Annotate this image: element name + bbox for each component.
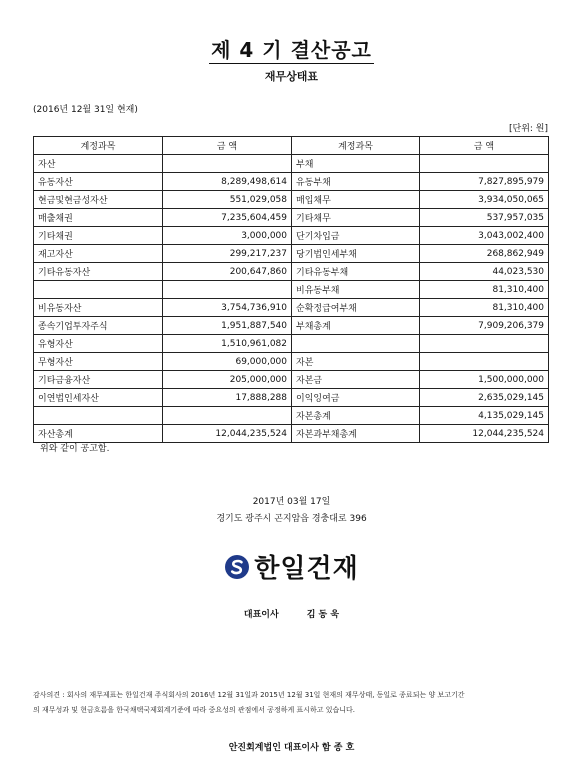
company-s-logo-icon xyxy=(224,554,250,580)
asset-amount-cell xyxy=(163,155,292,173)
announcement-title: 제 4 기 결산공고 xyxy=(211,38,372,62)
table-row xyxy=(34,353,549,371)
liability-amount-cell: 44,023,530 xyxy=(420,263,549,281)
statement-subtitle: 재무상태표 xyxy=(264,70,319,83)
table-body xyxy=(34,155,549,443)
liability-amount-cell: 268,862,949 xyxy=(420,245,549,263)
asset-account-cell: 무형자산 xyxy=(34,353,163,371)
table-row xyxy=(34,245,549,263)
liability-amount-cell: 1,500,000,000 xyxy=(420,371,549,389)
asset-account-cell: 매출채권 xyxy=(34,209,163,227)
table-row xyxy=(34,155,549,173)
representative-line xyxy=(0,607,583,620)
asset-amount-cell: 205,000,000 xyxy=(163,371,292,389)
asset-amount-cell xyxy=(163,281,292,299)
asset-account-cell xyxy=(34,407,163,425)
liability-amount-cell xyxy=(420,353,549,371)
asset-account-cell: 재고자산 xyxy=(34,245,163,263)
liability-amount-cell: 7,827,895,979 xyxy=(420,173,549,191)
liability-account-cell: 기타유동부채 xyxy=(292,263,420,281)
representative-name: 김 동 욱 xyxy=(306,610,340,620)
table-row xyxy=(34,209,549,227)
auditor-signature: 안진회계법인 대표이사 함 종 호 xyxy=(228,743,355,753)
asset-amount-cell: 7,235,604,459 xyxy=(163,209,292,227)
header-amount-right: 금 액 xyxy=(420,137,549,155)
asset-amount-cell: 299,217,237 xyxy=(163,245,292,263)
asset-account-cell xyxy=(34,281,163,299)
header-account-left: 계정과목 xyxy=(34,137,163,155)
liability-account-cell: 당기법인세부채 xyxy=(292,245,420,263)
asset-account-cell: 기타유동자산 xyxy=(34,263,163,281)
liability-amount-cell: 537,957,035 xyxy=(420,209,549,227)
announcement-date: 2017년 03월 17일 xyxy=(252,497,331,507)
asset-amount-cell: 3,754,736,910 xyxy=(163,299,292,317)
table-row xyxy=(34,281,549,299)
audit-opinion xyxy=(33,688,553,718)
asset-account-cell: 유형자산 xyxy=(34,335,163,353)
liability-amount-cell: 7,909,206,379 xyxy=(420,317,549,335)
table-row xyxy=(34,425,549,443)
audit-opinion-line: 감사의견 : 회사의 재무제표는 한일건재 주식회사의 2016년 12월 31일과 2015년 12월 31일 현재의 재무상태, 동일로 종료되는 양 보고기간 xyxy=(33,691,465,699)
asset-account-cell: 기타금융자산 xyxy=(34,371,163,389)
asset-amount-cell: 69,000,000 xyxy=(163,353,292,371)
confirmation-text: 위와 같이 공고함. xyxy=(40,444,110,454)
liability-amount-cell: 4,135,029,145 xyxy=(420,407,549,425)
liability-amount-cell: 12,044,235,524 xyxy=(420,425,549,443)
header-amount-left: 금 액 xyxy=(163,137,292,155)
liability-account-cell: 자본 xyxy=(292,353,420,371)
liability-account-cell: 부채총계 xyxy=(292,317,420,335)
liability-account-cell: 매입채무 xyxy=(292,191,420,209)
unit-label: [단위: 원] xyxy=(509,124,548,134)
liability-amount-cell xyxy=(420,155,549,173)
liability-amount-cell: 81,310,400 xyxy=(420,299,549,317)
liability-account-cell xyxy=(292,335,420,353)
company-name: 한일건재 xyxy=(254,554,359,584)
table-row xyxy=(34,263,549,281)
liability-account-cell: 유동부채 xyxy=(292,173,420,191)
asset-amount-cell: 1,510,961,082 xyxy=(163,335,292,353)
table-row xyxy=(34,191,549,209)
asset-account-cell: 자산총계 xyxy=(34,425,163,443)
asset-amount-cell: 551,029,058 xyxy=(163,191,292,209)
asset-account-cell: 유동자산 xyxy=(34,173,163,191)
asset-account-cell: 종속기업투자주식 xyxy=(34,317,163,335)
audit-opinion-line: 의 재무성과 및 현금흐름을 한국채택국제회계기준에 따라 중요성의 관점에서 공정하게 표시하고 있습니다. xyxy=(33,706,356,714)
asset-amount-cell xyxy=(163,407,292,425)
asset-amount-cell: 1,951,887,540 xyxy=(163,317,292,335)
table-row xyxy=(34,407,549,425)
liability-account-cell: 이익잉여금 xyxy=(292,389,420,407)
liability-account-cell: 자본금 xyxy=(292,371,420,389)
liability-account-cell: 비유동부채 xyxy=(292,281,420,299)
asset-amount-cell: 200,647,860 xyxy=(163,263,292,281)
asset-account-cell: 기타채권 xyxy=(34,227,163,245)
asset-amount-cell: 17,888,288 xyxy=(163,389,292,407)
asset-amount-cell: 12,044,235,524 xyxy=(163,425,292,443)
balance-sheet-table xyxy=(33,136,549,443)
liability-amount-cell: 2,635,029,145 xyxy=(420,389,549,407)
liability-amount-cell: 3,043,002,400 xyxy=(420,227,549,245)
liability-amount-cell: 3,934,050,065 xyxy=(420,191,549,209)
table-row xyxy=(34,299,549,317)
table-header-row xyxy=(34,137,549,155)
liability-account-cell: 순확정급여부채 xyxy=(292,299,420,317)
table-row xyxy=(34,173,549,191)
liability-account-cell: 단기차입금 xyxy=(292,227,420,245)
asset-amount-cell: 8,289,498,614 xyxy=(163,173,292,191)
liability-amount-cell xyxy=(420,335,549,353)
company-address: 경기도 광주시 곤지암읍 경충대로 396 xyxy=(216,514,367,524)
liability-account-cell: 기타채무 xyxy=(292,209,420,227)
representative-title: 대표이사 xyxy=(243,610,279,620)
table-row xyxy=(34,227,549,245)
liability-account-cell: 부채 xyxy=(292,155,420,173)
table-row xyxy=(34,389,549,407)
liability-amount-cell: 81,310,400 xyxy=(420,281,549,299)
table-row xyxy=(34,335,549,353)
asset-amount-cell: 3,000,000 xyxy=(163,227,292,245)
asset-account-cell: 현금및현금성자산 xyxy=(34,191,163,209)
table-row xyxy=(34,371,549,389)
asset-account-cell: 이연법인세자산 xyxy=(34,389,163,407)
liability-account-cell: 자본과부채총계 xyxy=(292,425,420,443)
table-row xyxy=(34,317,549,335)
company-logo xyxy=(0,548,583,585)
liability-account-cell: 자본총계 xyxy=(292,407,420,425)
header-account-right: 계정과목 xyxy=(292,137,420,155)
as-of-date: (2016년 12월 31일 현재) xyxy=(33,105,138,115)
asset-account-cell: 자산 xyxy=(34,155,163,173)
asset-account-cell: 비유동자산 xyxy=(34,299,163,317)
